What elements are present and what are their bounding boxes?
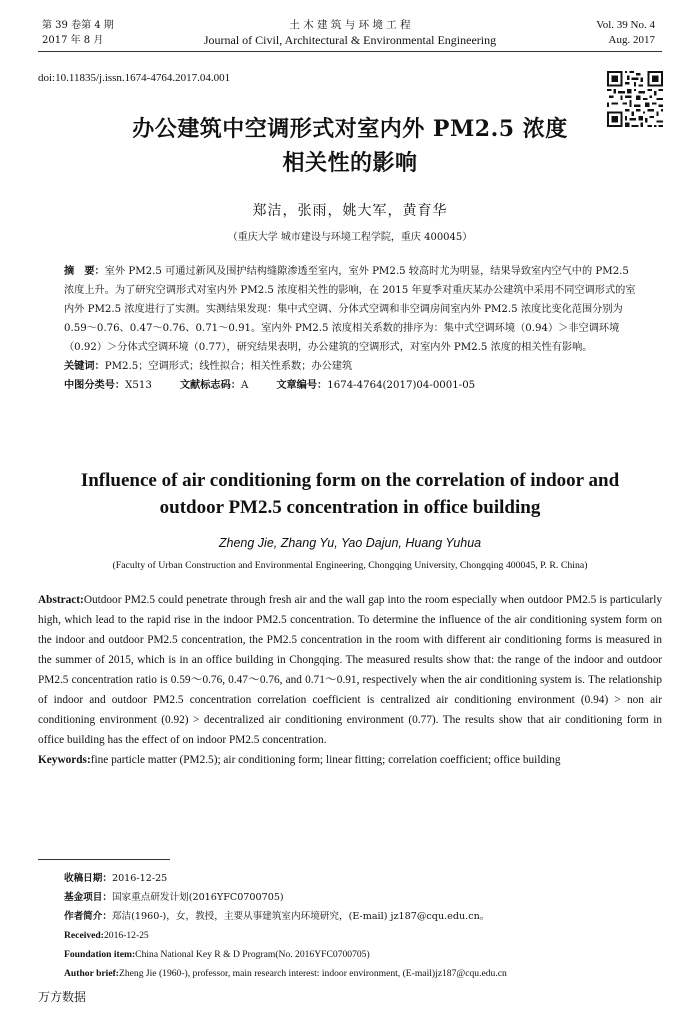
author-brief-en xyxy=(64,964,664,983)
abstract-cn-label: 摘 要： xyxy=(64,266,105,277)
author-brief-en-label: Author brief: xyxy=(64,968,119,979)
issue-info-cn xyxy=(42,18,114,48)
article-no-label: 文章编号： xyxy=(276,380,328,391)
fund-en-value: China National Key R & D Program(No. 2016YFC0700705) xyxy=(135,949,370,960)
authors-en: Zheng Jie, Zhang Yu, Yao Dajun, Huang Yuhua xyxy=(218,536,482,550)
received-en-label: Received: xyxy=(64,930,104,941)
fund-en-label: Foundation item: xyxy=(64,949,136,960)
article-no-value: 1674-4764(2017)04-0001-05 xyxy=(327,380,476,391)
clc-value: X513 xyxy=(125,380,152,391)
issue-info-en xyxy=(596,18,655,48)
fund-cn-value: 国家重点研发计划(2016YFC0700705) xyxy=(111,892,284,903)
received-cn xyxy=(64,869,664,888)
footnotes xyxy=(64,869,664,983)
author-brief-cn-label: 作者简介： xyxy=(64,911,112,922)
paper-title-cn-line1: 办公建筑中空调形式对室内外 PM2.5 浓度 xyxy=(132,116,568,142)
fund-cn-label: 基金项目： xyxy=(64,892,112,903)
journal-name xyxy=(160,18,540,48)
keywords-cn xyxy=(64,357,638,376)
abstract-cn xyxy=(64,262,638,357)
doc-code-value: A xyxy=(240,380,249,391)
abstract-cn-text: 室外 PM2.5 可通过新风及围护结构缝隙渗透至室内，室外 PM2.5 较高时尤为明显，结果导致室内空气中的 PM2.5 浓度上升。为了研究空调形式对室内外 PM2.5 浓度相关性的影响，在 2015 年夏季对重庆某办公建筑中采用不同空调形式的室内外 PM2.5 浓度进行了实测。实测结果发现：集中式空调、分体式空调和非空调房间室内外 PM2.5 浓度比变化范围分别为 0.59～0.76、0.47～0.76、0.71～0.91。室内外 PM2.5 浓度相关系数的排序为：集中式空调环境（0.94）＞非空调环境（0.92）＞分体式空调环境（0.77），研究结果表明，办公建筑的空调形式，对室内外 PM2.5 浓度的相关性有影响。 xyxy=(64,266,636,353)
paper-title-cn-line2: 相关性的影响 xyxy=(282,150,418,176)
received-cn-value: 2016-12-25 xyxy=(111,873,168,884)
keywords-en xyxy=(38,750,662,770)
doi[interactable]: doi:10.11835/j.issn.1674-4764.2017.04.001 xyxy=(38,72,231,84)
header-divider xyxy=(38,51,662,52)
fund-en xyxy=(64,945,664,964)
fund-cn xyxy=(64,888,664,907)
authors-cn: 郑洁，张雨，姚大军，黄育华 xyxy=(252,203,448,219)
date-cn: 2017 年 8 月 xyxy=(42,35,104,46)
author-brief-en-value: Zheng Jie (1960-), professor, main research interest: indoor environment, (E-mail)jz187@cqu.edu.cn xyxy=(118,968,507,979)
paper-title-en-line2: outdoor PM2.5 concentration in office building xyxy=(159,497,541,518)
abstract-en xyxy=(38,590,662,750)
paper-title-en-line1: Influence of air conditioning form on the correlation of indoor and xyxy=(80,470,620,491)
classification-row xyxy=(64,376,638,395)
received-en xyxy=(64,926,664,945)
received-cn-label: 收稿日期： xyxy=(64,873,112,884)
paper-title-en xyxy=(40,467,660,521)
affiliation-en: (Faculty of Urban Construction and Environmental Engineering, Chongqing University, Chongqing 400045, P. R. China) xyxy=(112,560,588,571)
author-brief-cn-value: 郑洁(1960-)，女，教授，主要从事建筑室内环境研究，(E-mail) jz187@cqu.edu.cn。 xyxy=(111,911,490,922)
keywords-en-text: fine particle matter (PM2.5); air conditioning form; linear fitting; correlation coefficient; office building xyxy=(90,754,561,766)
keywords-cn-text: PM2.5；空调形式；线性拟合；相关性系数；办公建筑 xyxy=(104,361,353,372)
journal-name-cn: 土 木 建 筑 与 环 境 工 程 xyxy=(289,19,411,31)
abstract-en-block xyxy=(38,590,662,770)
affiliation-cn: （重庆大学 城市建设与环境工程学院，重庆 400045） xyxy=(227,232,473,243)
journal-name-en: Journal of Civil, Architectural & Environmental Engineering xyxy=(203,33,497,47)
abstract-cn-block xyxy=(64,262,638,395)
volume-cn: 第 39 卷第 4 期 xyxy=(42,20,114,31)
received-en-value: 2016-12-25 xyxy=(103,930,149,941)
footnote-divider xyxy=(38,859,170,860)
paper-title-cn xyxy=(60,112,640,180)
abstract-en-label: Abstract: xyxy=(38,594,84,606)
doc-code-label: 文献标志码： xyxy=(179,380,241,391)
keywords-en-label: Keywords: xyxy=(38,754,91,766)
watermark: 万方数据 xyxy=(38,990,87,1004)
abstract-en-text: Outdoor PM2.5 could penetrate through fresh air and the wall gap into the room especially when outdoor PM2.5 is particularly high, which lead to the rapid rise in the indoor PM2.5 concentration. To determine the influence of the air conditioning system form on the indoor and outdoor PM2.5 concentration, the PM2.5 concentration in the room with different air conditioning forms is measured in the summer of 2015, which is in an office building in Chongqing. The measured results show that: the range of the indoor and outdoor PM2.5 concentration ratio is 0.59～0.76, 0.47～0.76, and 0.71～0.91, respectively when the air conditioning system is. The relationship of indoor and outdoor PM2.5 concentration correlation coefficient is centralized air conditioning environment (0.94) > non air conditioning environment (0.92) > decentralized air conditioning environment (0.77). The results show that air conditioning form in office building has the effect of on indoor PM2.5 concentration. xyxy=(38,594,662,746)
author-brief-cn xyxy=(64,907,664,926)
date-en: Aug. 2017 xyxy=(608,34,655,46)
keywords-cn-label: 关键词： xyxy=(64,361,105,372)
clc-label: 中图分类号： xyxy=(64,380,126,391)
volume-en: Vol. 39 No. 4 xyxy=(596,19,655,31)
